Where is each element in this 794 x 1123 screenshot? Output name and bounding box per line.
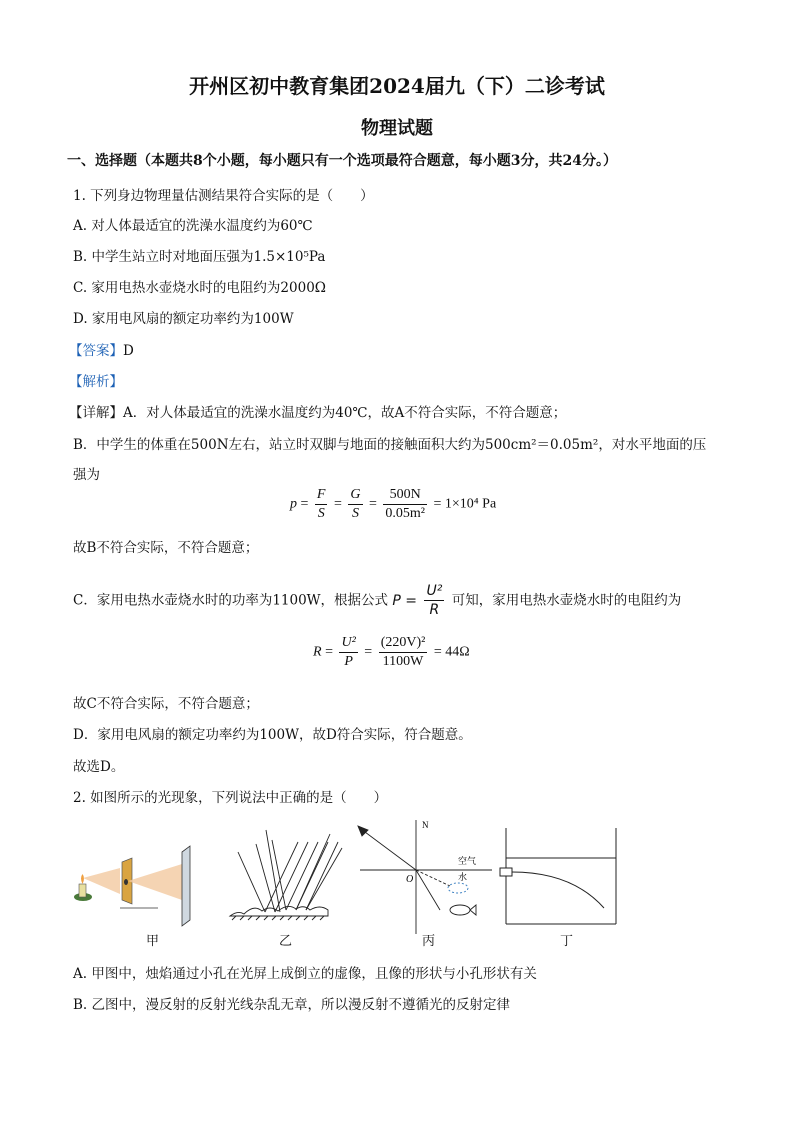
- fraction-denominator: S: [317, 506, 325, 521]
- figure-caption-ding: 丁: [560, 934, 574, 949]
- fraction-numerator: U²: [426, 583, 443, 599]
- figure-yi-diffuse-reflection: [230, 830, 342, 920]
- exam-title: 开州区初中教育集团2024届九（下）二诊考试: [189, 74, 605, 98]
- detail-a: A．对人体最适宜的洗澡水温度约为40℃，故A不符合实际，不符合题意；: [123, 405, 567, 421]
- fraction-numerator: (220V)²: [379, 634, 428, 653]
- question-1-option-a: A. 对人体最适宜的洗澡水温度约为60℃: [73, 218, 313, 234]
- figure-caption-yi: 乙: [279, 934, 293, 949]
- conclusion-line: 故选D。: [73, 759, 125, 775]
- fraction-numerator: F: [315, 486, 328, 505]
- inline-fraction: [424, 582, 444, 619]
- formula-resistance-result: 44Ω: [445, 644, 470, 660]
- detail-d-line: D．家用电风扇的额定功率约为100W，故D符合实际，符合题意。: [73, 727, 472, 743]
- figure-jia-pinhole: [74, 846, 190, 926]
- figure-bing-refraction: [358, 820, 492, 934]
- light-phenomena-figure: [60, 812, 620, 934]
- fraction-values: [379, 634, 428, 671]
- question-1-option-d: D. 家用电风扇的额定功率约为100W: [73, 311, 294, 327]
- analysis-tag: 【解析】: [69, 374, 123, 390]
- fraction-denominator: 1100W: [382, 654, 424, 669]
- question-2-stem: 2. 如图所示的光现象，下列说法中正确的是（ ）: [73, 790, 388, 806]
- section-heading: 一、选择题（本题共8个小题，每小题只有一个选项最符合题意，每小题3分，共24分。）: [67, 153, 617, 169]
- detail-b-line-3: 故B不符合实际，不符合题意；: [73, 540, 259, 556]
- fraction-values: [383, 486, 427, 523]
- water-label: 水: [458, 873, 468, 883]
- answer-value: D: [123, 343, 134, 359]
- answer-tag: 【答案】: [69, 343, 123, 359]
- detail-b-line-1: B．中学生的体重在500N左右，站立时双脚与地面的接触面积大约为500cm²＝0.05m²，对水平地面的压: [73, 437, 707, 453]
- detail-b-line-2: 强为: [73, 467, 100, 483]
- figure-ding-tank: [500, 828, 616, 924]
- formula-pressure-result: 1×10⁴ Pa: [444, 496, 497, 512]
- fraction-denominator: P: [344, 654, 353, 669]
- fraction-denominator: S: [351, 506, 359, 521]
- air-label: 空气: [458, 857, 477, 867]
- fraction-denominator: R: [429, 602, 440, 618]
- fraction-numerator: G: [348, 486, 362, 505]
- fraction-g-over-s: [348, 486, 362, 523]
- inline-power-formula: P = $\frac{\text{U²}}{R}$: [392, 583, 443, 618]
- inline-formula-lhs: P: [392, 592, 401, 609]
- formula-resistance: R = $\frac{\text{U²}}{P}$ = $\frac{\text{(220V)²}}{1100W}$ = 44Ω: [313, 635, 470, 669]
- fraction-numerator: 500N: [383, 486, 427, 505]
- detail-c-text-2: 可知，家用电热水壶烧水时的电阻约为: [451, 592, 682, 609]
- figure-caption-bing: 丙: [422, 934, 436, 949]
- formula-pressure: p = $\frac{F}{S}$ = $\frac{G}{S}$ = $\frac{500N}{\text{0.05m²}}$ = 1×10⁴ Pa: [290, 487, 497, 521]
- detail-c-line-3: 故C不符合实际，不符合题意；: [73, 696, 259, 712]
- fraction-f-over-s: [315, 486, 328, 523]
- question-1-option-b: B. 中学生站立时对地面压强为1.5×10⁵Pa: [73, 249, 326, 265]
- question-1-option-c: C. 家用电热水壶烧水时的电阻约为2000Ω: [73, 280, 326, 296]
- formula-pressure-lhs: p: [290, 496, 297, 512]
- question-2-option-b: B. 乙图中，漫反射的反射光线杂乱无章，所以漫反射不遵循光的反射定律: [73, 997, 511, 1013]
- detail-c-text-1: C．家用电热水壶烧水时的功率为1100W，根据公式: [73, 592, 389, 609]
- normal-label: N: [422, 820, 429, 830]
- fraction-numerator: U²: [339, 634, 357, 653]
- question-2-option-a: A. 甲图中，烛焰通过小孔在光屏上成倒立的虚像，且像的形状与小孔形状有关: [73, 966, 537, 982]
- question-1-stem: 1. 下列身边物理量估测结果符合实际的是（ ）: [73, 188, 374, 204]
- origin-label: O: [406, 874, 414, 885]
- fraction-denominator: 0.05m²: [385, 506, 425, 521]
- formula-resistance-lhs: R: [313, 644, 322, 660]
- detail-tag: 【详解】: [69, 405, 123, 421]
- detail-a-line: [69, 401, 566, 421]
- figure-caption-jia: 甲: [146, 934, 160, 949]
- exam-subtitle: 物理试题: [361, 118, 433, 139]
- detail-c-line-1: [73, 582, 681, 619]
- fraction-u2-over-p: [339, 634, 357, 671]
- answer-line: [69, 339, 134, 359]
